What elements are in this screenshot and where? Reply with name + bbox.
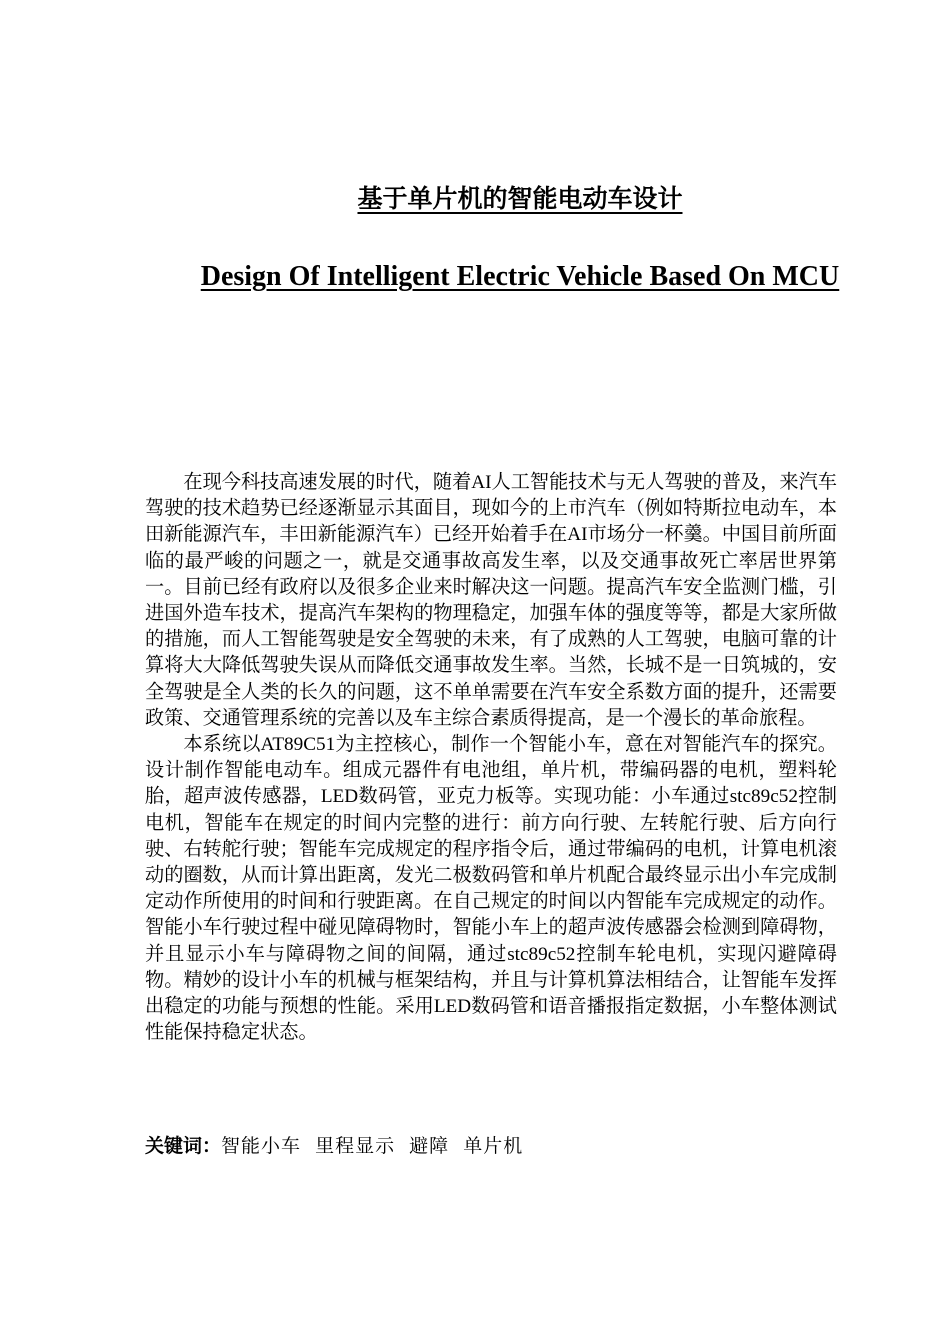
abstract-paragraph-2: 本系统以AT89C51为主控核心，制作一个智能小车，意在对智能汽车的探究。设计制作智能电动车。组成元器件有电池组，单片机，带编码器的电机，塑料轮胎，超声波传感器，LED数码管，亚克力板等。实现功能：小车通过stc89c52控制电机，智能车在规定的时间内完整的进行：前方向行驶、左转舵行驶、后方向行驶、右转舵行驶；智能车完成规定的程序指令后，通过带编码的电机，计算电机滚动的圈数，从而计算出距离，发光二极数码管和单片机配合最终显示出小车完成制定动作所使用的时间和行驶距离。在自己规定的时间以内智能车完成规定的动作。智能小车行驶过程中碰见障碍物时，智能小车上的超声波传感器会检测到障碍物，并且显示小车与障碍物之间的间隔，通过stc89c52控制车轮电机，实现闪避障碍物。精妙的设计小车的机械与框架结构，并且与计算机算法相结合，让智能车发挥出稳定的功能与预想的性能。采用LED数码管和语音播报指定数据，小车整体测试性能保持稳定状态。	[145, 734, 837, 1044]
chinese-title: 基于单片机的智能电动车设计	[357, 184, 683, 213]
keywords-line	[145, 1131, 845, 1162]
english-title: Design Of Intelligent Electric Vehicle Based On MCU	[200, 261, 840, 292]
abstract-body	[145, 470, 837, 1046]
keywords-label: 关键词：	[145, 1135, 222, 1157]
abstract-paragraph-1: 在现今科技高速发展的时代，随着AI人工智能技术与无人驾驶的普及，来汽车驾驶的技术趋势已经逐渐显示其面目，现如今的上市汽车（例如特斯拉电动车，本田新能源汽车，丰田新能源汽车）已经开始着手在AI市场分一杯羹。中国目前所面临的最严峻的问题之一，就是交通事故高发生率，以及交通事故死亡率居世界第一。目前已经有政府以及很多企业来时解决这一问题。提高汽车安全监测门槛，引进国外造车技术，提高汽车架构的物理稳定，加强车体的强度等等，都是大家所做的措施，而人工智能驾驶是安全驾驶的未来，有了成熟的人工驾驶，电脑可靠的计算将大大降低驾驶失误从而降低交通事故发生率。当然，长城不是一日筑城的，安全驾驶是全人类的长久的问题，这不单单需要在汽车安全系数方面的提升，还需要政策、交通管理系统的完善以及车主综合素质得提高，是一个漫长的革命旅程。	[145, 472, 837, 729]
keywords-terms: 智能小车 里程显示 避障 单片机	[221, 1135, 524, 1157]
